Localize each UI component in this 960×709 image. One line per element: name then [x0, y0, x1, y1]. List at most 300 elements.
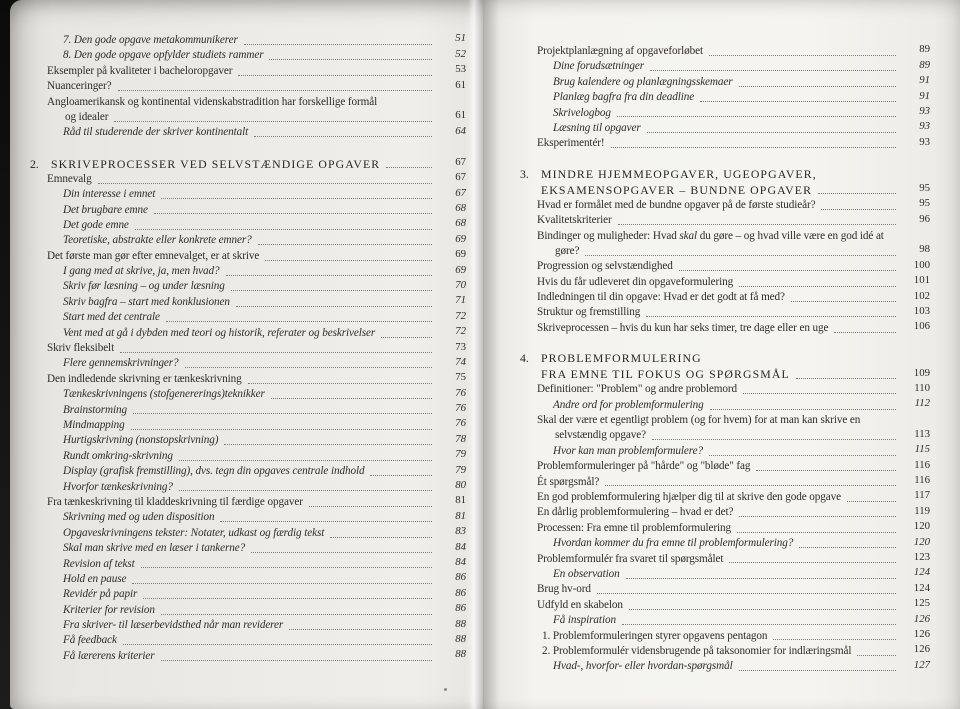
dotted-leader	[271, 398, 432, 399]
toc-entry-label: En god problemformulering hjælper dig til at skrive den gode opgave	[537, 490, 841, 503]
toc-entry-label: 8. Den gode opgave opfylder studiets rammer	[63, 49, 264, 62]
toc-entry-label: gøre?	[555, 244, 580, 257]
toc-entry	[520, 629, 930, 644]
page-number: 126	[913, 612, 930, 625]
toc-entry-label: Tænkeskrivningens (stofgenererings)teknikker	[63, 388, 265, 401]
page-number: 73	[455, 340, 466, 353]
paper-speck	[444, 688, 447, 691]
dotted-leader	[617, 116, 896, 117]
toc-entry	[30, 33, 466, 48]
dotted-leader	[646, 316, 896, 317]
toc-entry	[30, 264, 466, 279]
toc-entry	[520, 582, 930, 597]
dotted-leader	[386, 167, 432, 168]
dotted-leader	[611, 147, 896, 148]
page-number: 71	[455, 294, 466, 307]
photo-dark-edge	[0, 0, 10, 709]
toc-entry-label: Læsning til opgaver	[553, 121, 641, 134]
page-number: 89	[919, 58, 930, 71]
dotted-leader	[244, 44, 432, 45]
toc-entry-label: Hold en pause	[63, 572, 127, 585]
toc-entry	[520, 136, 930, 151]
page-number: 52	[455, 47, 466, 60]
toc-entry-label: Få feedback	[63, 634, 117, 647]
page-number: 70	[455, 278, 466, 291]
toc-entry-label: Problemformulér fra svaret til spørgsmålet	[537, 552, 724, 565]
page-number: 86	[455, 571, 466, 584]
dotted-leader	[166, 321, 432, 322]
toc-entry-label: Brainstorming	[63, 403, 127, 416]
toc-entry-label: Skal man skrive med en læser i tankerne?	[63, 542, 246, 555]
page-number: 79	[455, 448, 466, 461]
toc-entry-label: Skal der være et egentligt problem (og for hvem) for at man kan skrive en	[537, 414, 861, 427]
dotted-leader	[132, 583, 432, 584]
page-number: 91	[919, 89, 930, 102]
toc-entry	[520, 444, 930, 459]
toc-entry	[520, 659, 930, 674]
toc-entry-label: Skriveprocessen – hvis du kun har seks timer, tre dage eller en uge	[537, 321, 829, 334]
page-number: 109	[913, 366, 930, 379]
toc-entry-label: Udfyld en skabelon	[537, 598, 623, 611]
dotted-leader	[114, 121, 432, 122]
toc-entry	[30, 125, 466, 140]
toc-entry-label: Skriv før læsning – og under læsning	[63, 280, 225, 293]
dotted-leader	[737, 532, 896, 533]
toc-entry-label: Råd til studerende der skriver kontinentalt	[63, 126, 249, 139]
toc-entry	[30, 233, 466, 248]
dotted-leader	[224, 444, 432, 445]
dotted-leader	[743, 393, 896, 394]
toc-entry-label: og idealer	[65, 110, 109, 123]
page-number: 61	[455, 78, 466, 91]
page-number: 93	[919, 120, 930, 133]
page-number: 93	[919, 105, 930, 118]
toc-entry	[520, 536, 930, 551]
page-number: 117	[914, 489, 930, 502]
page-number: 100	[913, 258, 930, 271]
page-number: 86	[455, 586, 466, 599]
dotted-leader	[739, 516, 896, 517]
page-number: 84	[455, 555, 466, 568]
toc-entry-label: Hvorfor tænkeskrivning?	[63, 480, 173, 493]
page-number: 69	[455, 232, 466, 245]
toc-entry	[30, 449, 466, 464]
toc-entry	[520, 428, 930, 443]
page-number: 64	[455, 124, 466, 137]
page-number: 115	[914, 443, 930, 456]
toc-entry	[30, 64, 466, 79]
page-number: 88	[455, 632, 466, 645]
left-page-toc	[30, 33, 466, 664]
dotted-leader	[248, 383, 432, 384]
toc-entry	[520, 490, 930, 505]
toc-entry	[520, 521, 930, 536]
dotted-leader	[236, 306, 432, 307]
toc-entry	[30, 618, 466, 633]
toc-entry-label: Hvad-, hvorfor- eller hvordan-spørgsmål	[553, 660, 733, 673]
toc-entry	[30, 326, 466, 341]
toc-entry	[520, 121, 930, 136]
toc-entry	[30, 572, 466, 587]
dotted-leader	[185, 367, 432, 368]
toc-entry	[30, 587, 466, 602]
dotted-leader	[605, 485, 896, 486]
toc-entry-label: FRA EMNE TIL FOKUS OG SPØRGSMÅL	[541, 367, 790, 382]
page-number: 120	[913, 535, 930, 548]
toc-entry-label	[537, 229, 884, 244]
toc-entry-label: Start med det centrale	[63, 311, 160, 324]
page-number: 79	[455, 463, 466, 476]
toc-entry	[520, 290, 930, 305]
toc-entry	[520, 229, 930, 244]
dotted-leader	[141, 567, 432, 568]
dotted-leader	[120, 352, 432, 353]
toc-entry-label: Eksperimentér!	[537, 137, 605, 150]
dotted-leader	[834, 332, 896, 333]
toc-entry-label: Problemformuleringer på "hårde" og "bløde" fag	[537, 460, 751, 473]
page-number: 96	[919, 212, 930, 225]
toc-entry-label: Skrivelogbog	[553, 106, 611, 119]
dotted-leader	[226, 275, 432, 276]
dotted-leader	[739, 670, 896, 671]
toc-entry-label: Fra tænkeskrivning til kladdeskrivning til færdige opgaver	[47, 495, 303, 508]
toc-entry	[30, 249, 466, 264]
toc-entry	[520, 505, 930, 520]
dotted-leader	[773, 639, 896, 640]
toc-entry-label: Vent med at gå i dybden med teori og historik, referater og beskrivelser	[63, 326, 376, 339]
page-number: 112	[914, 397, 930, 410]
toc-entry	[30, 433, 466, 448]
page-number: 72	[455, 309, 466, 322]
label-fragment: du gøre – og hvad ville være en god idé at	[697, 229, 884, 242]
page-number: 86	[455, 602, 466, 615]
page-number: 68	[455, 217, 466, 230]
dotted-leader	[309, 506, 432, 507]
page-number: 102	[913, 289, 930, 302]
page-number: 61	[455, 109, 466, 122]
dotted-leader	[330, 537, 432, 538]
page-number: 81	[455, 494, 466, 507]
toc-entry	[520, 644, 930, 659]
toc-entry	[30, 356, 466, 371]
toc-entry	[520, 321, 930, 336]
toc-entry-label: selvstændig opgave?	[555, 429, 647, 442]
toc-entry	[30, 418, 466, 433]
dotted-leader	[251, 552, 432, 553]
toc-entry-label: Det første man gør efter emnevalget, er at skrive	[47, 249, 260, 262]
toc-entry-label: Hvor kan man problemformulere?	[553, 444, 703, 457]
dotted-leader	[265, 260, 432, 261]
toc-entry	[30, 79, 466, 94]
chapter-number: 4.	[520, 351, 529, 366]
page-number: 125	[913, 597, 930, 610]
toc-entry-label: Display (grafisk fremstilling), dvs. tegn din opgaves centrale indhold	[63, 465, 365, 478]
toc-entry	[520, 459, 930, 474]
page-number: 101	[913, 274, 930, 287]
toc-entry-label: Kvalitetskriterier	[537, 214, 612, 227]
dotted-leader	[161, 198, 432, 199]
toc-entry-label: Eksempler på kvaliteter i bacheloropgaver	[47, 64, 233, 77]
toc-entry-label: Processen: Fra emne til problemformulering	[537, 521, 732, 534]
dotted-leader	[847, 501, 896, 502]
page-number: 78	[455, 432, 466, 445]
toc-entry	[30, 95, 466, 110]
dotted-leader	[652, 439, 896, 440]
toc-entry	[520, 382, 930, 397]
toc-entry	[30, 510, 466, 525]
right-page	[483, 0, 960, 709]
dotted-leader	[729, 562, 896, 563]
dotted-leader	[857, 655, 896, 656]
toc-entry	[520, 567, 930, 582]
dotted-leader	[238, 75, 432, 76]
page-number: 119	[914, 504, 930, 517]
toc-entry	[30, 649, 466, 664]
dotted-leader	[647, 132, 896, 133]
toc-entry-label: Hvordan kommer du fra emne til problemformulering?	[553, 537, 794, 550]
toc-entry-label: Planlæg bagfra fra din deadline	[553, 91, 695, 104]
toc-chapter-heading	[520, 166, 930, 182]
page-number: 89	[919, 43, 930, 56]
dotted-leader	[179, 460, 432, 461]
dotted-leader	[709, 455, 896, 456]
toc-entry-label: EKSAMENSOPGAVER – BUNDNE OPGAVER	[541, 182, 813, 197]
toc-entry-label: Flere gennemskrivninger?	[63, 357, 179, 370]
page-number: 76	[455, 386, 466, 399]
toc-entry-label: En observation	[553, 567, 620, 580]
toc-entry	[30, 480, 466, 495]
toc-entry-label: Din interesse i emnet	[63, 188, 156, 201]
dotted-leader	[254, 136, 432, 137]
toc-entry-label: Kriterier for revision	[63, 603, 155, 616]
dotted-leader	[161, 660, 432, 661]
toc-entry-label: Skrivning med og uden disposition	[63, 511, 215, 524]
toc-entry	[520, 413, 930, 428]
page-number: 120	[913, 520, 930, 533]
toc-entry-label: Hurtigskrivning (nonstopskrivning)	[63, 434, 219, 447]
toc-entry-label: Rundt omkring-skrivning	[63, 449, 173, 462]
dotted-leader	[131, 429, 432, 430]
toc-entry-label: Få lærerens kriterier	[63, 649, 155, 662]
toc-entry	[30, 372, 466, 387]
page-number: 103	[913, 304, 930, 317]
toc-entry	[30, 403, 466, 418]
toc-entry	[30, 310, 466, 325]
dotted-leader	[700, 101, 896, 102]
toc-entry-label: Opgaveskrivningens tekster: Notater, udkast og færdig tekst	[63, 526, 325, 539]
label-fragment: Bindinger og muligheder: Hvad	[537, 229, 680, 242]
toc-entry	[520, 259, 930, 274]
dotted-leader	[585, 255, 896, 256]
page-number: 72	[455, 325, 466, 338]
toc-entry	[520, 198, 930, 213]
toc-entry-label: Den indledende skrivning er tænkeskrivning	[47, 372, 242, 385]
dotted-leader	[179, 490, 432, 491]
dotted-leader	[818, 193, 896, 194]
toc-entry	[520, 90, 930, 105]
toc-entry-label: 2. Problemformulér vidensbrugende på taksonomier for indlæringsmål	[542, 644, 852, 657]
toc-chapter-heading	[520, 350, 930, 366]
toc-entry	[520, 44, 930, 59]
toc-entry-label: I gang med at skrive, ja, men hvad?	[63, 265, 220, 278]
toc-entry-label: Hvad er formålet med de bundne opgaver på de første studieår?	[537, 198, 816, 211]
section-gap	[520, 152, 930, 166]
page-number: 83	[455, 525, 466, 538]
toc-entry	[30, 110, 466, 125]
toc-entry	[30, 633, 466, 648]
dotted-leader	[629, 609, 896, 610]
toc-entry-label: Skriv bagfra – start med konklusionen	[63, 295, 230, 308]
toc-entry	[520, 75, 930, 90]
toc-entry	[30, 603, 466, 618]
page-number: 116	[914, 474, 930, 487]
toc-entry-label: Brug hv-ord	[537, 583, 591, 596]
dotted-leader	[289, 629, 432, 630]
page-number: 69	[455, 248, 466, 261]
toc-entry	[520, 613, 930, 628]
toc-entry	[30, 295, 466, 310]
toc-entry-label: Brug kalendere og planlægningsskemaer	[553, 75, 733, 88]
dotted-leader	[220, 521, 432, 522]
toc-entry-label: Struktur og fremstilling	[537, 306, 641, 319]
page-number: 124	[913, 566, 930, 579]
dotted-leader	[370, 475, 432, 476]
toc-entry	[30, 526, 466, 541]
page-number: 76	[455, 417, 466, 430]
toc-entry	[30, 387, 466, 402]
toc-entry	[520, 398, 930, 413]
dotted-leader	[231, 290, 432, 291]
toc-entry	[520, 275, 930, 290]
toc-entry-label: Få inspiration	[553, 614, 616, 627]
dotted-leader	[381, 337, 432, 338]
toc-entry	[520, 475, 930, 490]
page-number: 95	[919, 197, 930, 210]
toc-entry-label: Definitioner: "Problem" og andre problemord	[537, 383, 737, 396]
toc-entry	[30, 464, 466, 479]
toc-entry	[30, 279, 466, 294]
toc-entry	[520, 106, 930, 121]
page-number: 67	[455, 186, 466, 199]
chapter-number: 2.	[30, 156, 39, 171]
toc-chapter-heading	[30, 156, 466, 172]
page-number: 91	[919, 74, 930, 87]
page-number: 123	[913, 551, 930, 564]
toc-chapter-heading	[520, 182, 930, 198]
right-page-toc	[520, 44, 930, 675]
chapter-number: 3.	[520, 166, 529, 181]
toc-entry-label: Skriv fleksibelt	[47, 342, 115, 355]
toc-entry-label: Fra skriver- til læserbevidsthed når man reviderer	[63, 619, 284, 632]
toc-chapter-heading	[520, 366, 930, 382]
dotted-leader	[597, 593, 896, 594]
page-number: 127	[913, 658, 930, 671]
toc-entry	[520, 213, 930, 228]
dotted-leader	[739, 286, 896, 287]
dotted-leader	[756, 470, 896, 471]
toc-entry-label: Teoretiske, abstrakte eller konkrete emner?	[63, 234, 252, 247]
dotted-leader	[796, 378, 896, 379]
toc-entry-label: Angloamerikansk og kontinental videnskabstradition har forskellige formål	[47, 95, 378, 108]
page-number: 53	[455, 63, 466, 76]
toc-entry-label: Emnevalg	[47, 172, 92, 185]
page-number: 80	[455, 479, 466, 492]
page-number: 116	[914, 458, 930, 471]
toc-entry-label: Ét spørgsmål?	[537, 475, 600, 488]
toc-entry-label: 1. Problemformuleringen styrer opgavens pentagon	[542, 629, 768, 642]
toc-entry	[30, 495, 466, 510]
dotted-leader	[626, 578, 896, 579]
toc-entry-label: Dine forudsætninger	[553, 60, 645, 73]
page-number: 67	[455, 171, 466, 184]
toc-entry-label: 7. Den gode opgave metakommunikerer	[63, 34, 238, 46]
dotted-leader	[791, 301, 896, 302]
dotted-leader	[650, 70, 896, 71]
toc-entry-label: Revidér på papir	[63, 588, 138, 601]
dotted-leader	[258, 244, 432, 245]
toc-entry-label: Revision af tekst	[63, 557, 135, 570]
toc-entry	[520, 59, 930, 74]
dotted-leader	[123, 644, 432, 645]
page-number: 51	[455, 32, 466, 45]
dotted-leader	[618, 224, 896, 225]
toc-entry	[520, 552, 930, 567]
page-number: 113	[914, 427, 930, 440]
dotted-leader	[269, 59, 432, 60]
dotted-leader	[821, 209, 896, 210]
page-number: 84	[455, 540, 466, 553]
dotted-leader	[143, 598, 432, 599]
emphasized-word: skal	[679, 229, 698, 242]
toc-entry	[30, 187, 466, 202]
toc-entry-label: Nuanceringer?	[47, 80, 112, 93]
dotted-leader	[622, 624, 896, 625]
toc-entry	[30, 218, 466, 233]
page-number: 126	[913, 627, 930, 640]
section-gap	[30, 141, 466, 156]
toc-entry	[520, 305, 930, 320]
page-number: 124	[913, 581, 930, 594]
dotted-leader	[161, 614, 432, 615]
page-number: 106	[913, 320, 930, 333]
section-gap	[520, 336, 930, 350]
page-number: 75	[455, 371, 466, 384]
dotted-leader	[739, 86, 896, 87]
toc-entry-label: Andre ord for problemformulering	[553, 398, 704, 411]
toc-entry-label: Mindmapping	[63, 418, 125, 431]
dotted-leader	[133, 413, 432, 414]
toc-entry-label: Projektplanlægning af opgaveforløbet	[537, 45, 704, 57]
dotted-leader	[709, 55, 896, 56]
toc-entry-label: Progression og selvstændighed	[537, 260, 673, 273]
page-number: 68	[455, 202, 466, 214]
toc-entry	[30, 203, 466, 218]
dotted-leader	[679, 270, 896, 271]
toc-entry	[30, 341, 466, 356]
toc-entry	[30, 541, 466, 556]
dotted-leader	[799, 547, 896, 548]
toc-entry-label: MINDRE HJEMMEOPGAVER, UGEOPGAVER,	[541, 166, 817, 181]
toc-entry	[30, 48, 466, 63]
page-number: 81	[455, 509, 466, 522]
dotted-leader	[135, 229, 432, 230]
toc-entry-label: Det gode emne	[63, 218, 129, 231]
page-number: 76	[455, 402, 466, 415]
page-number: 126	[913, 643, 930, 656]
page-number: 88	[455, 617, 466, 630]
dotted-leader	[98, 183, 432, 184]
toc-entry-label: En dårlig problemformulering – hvad er det?	[537, 506, 734, 519]
